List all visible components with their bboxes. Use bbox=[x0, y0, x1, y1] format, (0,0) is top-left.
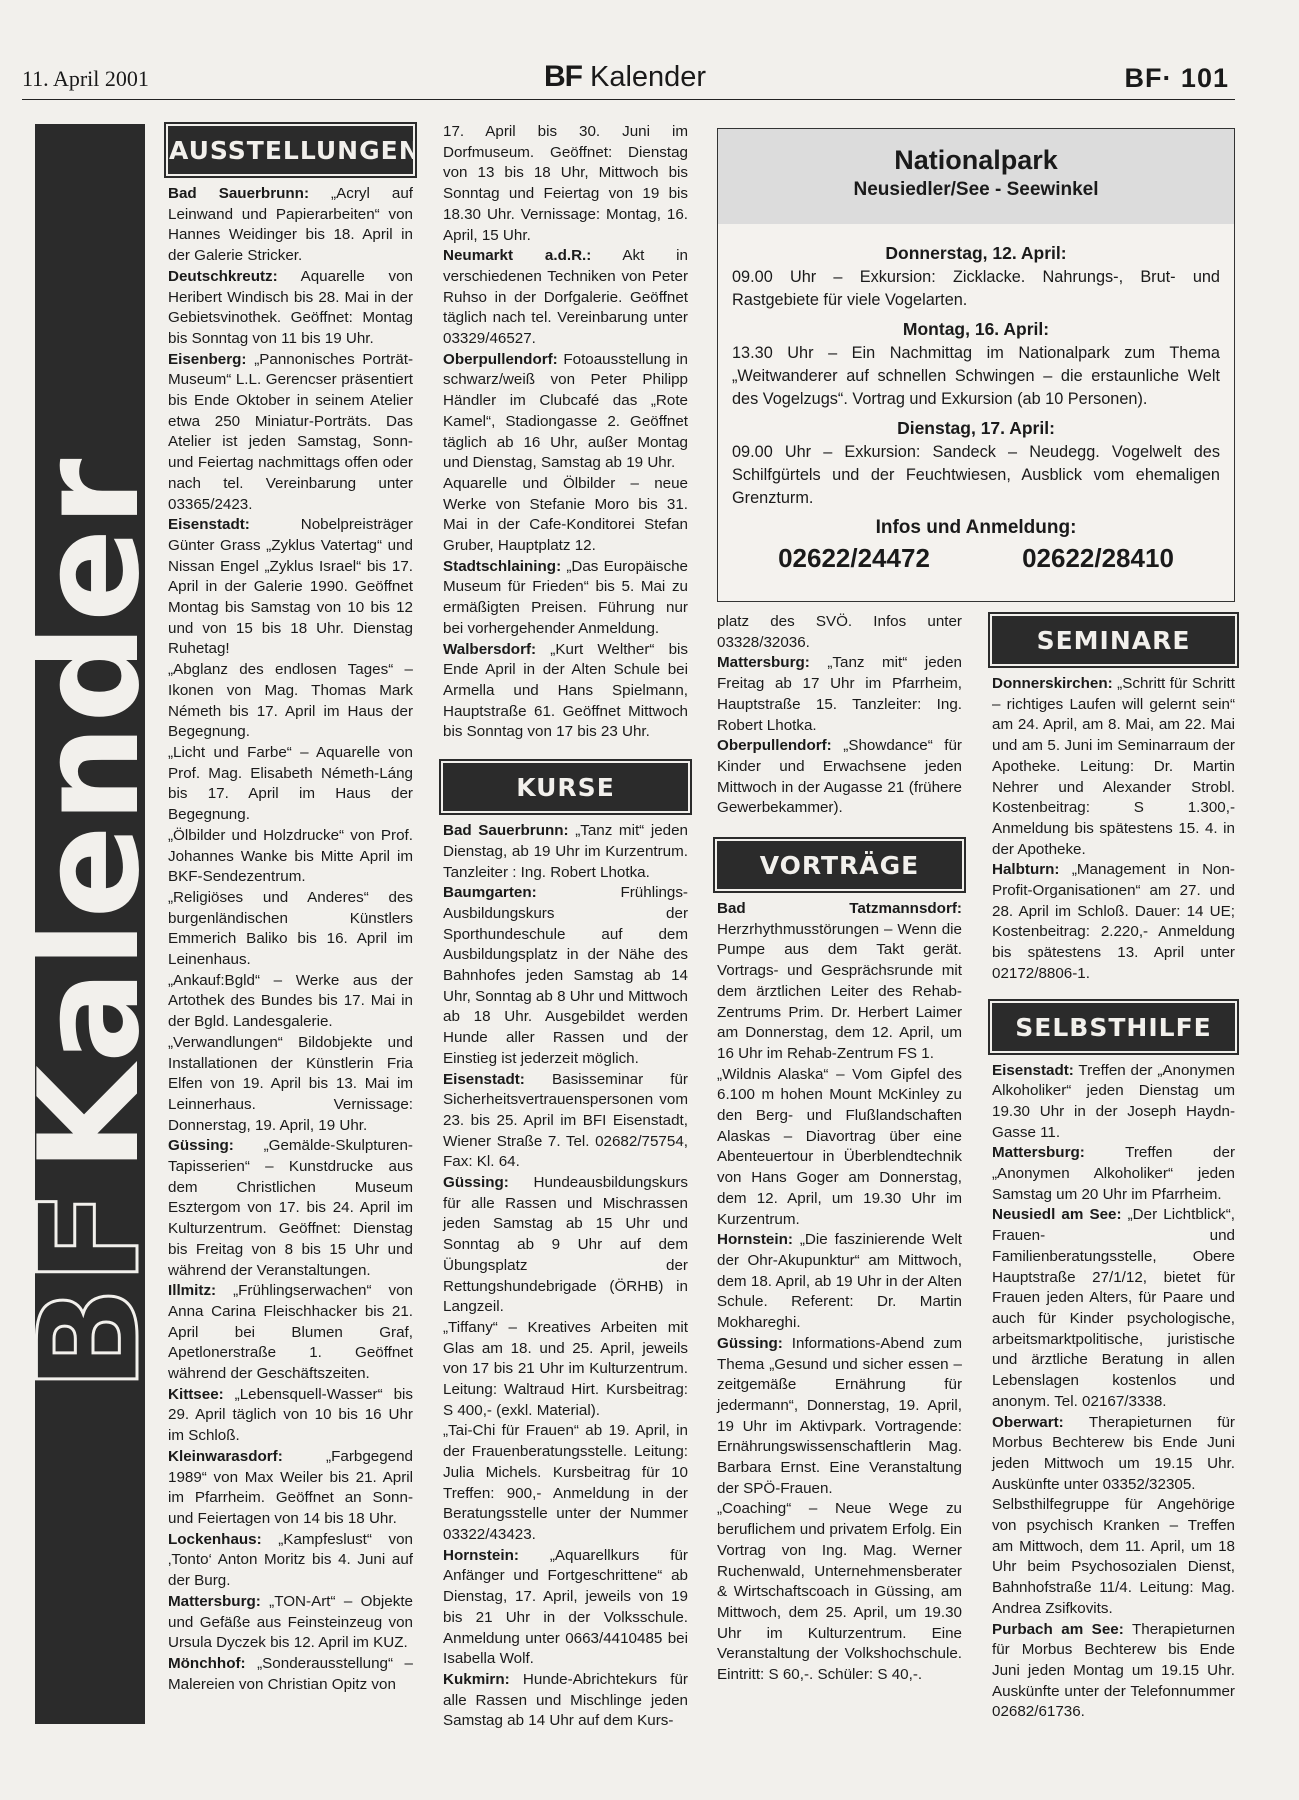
listing-entry bbox=[168, 1281, 413, 1385]
nationalpark-subtitle: Neusiedler/See - Seewinkel bbox=[853, 179, 1099, 200]
listing-entry bbox=[992, 674, 1235, 860]
listing-text: „Wildnis Alaska“ – Vom Gipfel des 6.100 m hohen Mount McKinley zu den Berg- und Flußlandschaften Alaskas – Diavortrag über eine Abenteuertour in Überblendtechnik von Hans Goger am Donnerstag, dem 12. April, um 19.30 Uhr im Kurzentrum. bbox=[717, 1065, 962, 1228]
seminare-list bbox=[992, 674, 1235, 985]
listing-place: Kleinwarasdorf: bbox=[168, 1447, 283, 1465]
event-day: Dienstag, 17. April: bbox=[897, 418, 1055, 438]
listing-text: Aquarelle von Heribert Windisch bis 28. Mai in der Gebietsvinothek. Geöffnet: Montag bis Sonntag von 11 bis 19 Uhr. bbox=[168, 267, 413, 347]
listing-place: Oberpullendorf: bbox=[443, 350, 558, 368]
listing-place: Eisenstadt: bbox=[443, 1070, 525, 1088]
listing-text: „Acryl auf Leinwand und Papierarbeiten“ von Hannes Weidinger bis 18. April in der Galerie Stricker. bbox=[168, 185, 413, 265]
listing-entry bbox=[443, 1070, 688, 1174]
kurse-list-continued bbox=[717, 612, 962, 819]
nationalpark-header bbox=[718, 129, 1234, 224]
listing-place: Kukmirn: bbox=[443, 1670, 510, 1688]
listing-entry bbox=[717, 1334, 962, 1500]
listing-text: „Frühlingserwachen“ von Anna Carina Fleischhacker bis 21. April bei Blumen Graf, Apetlonerstraße 1. Geöffnet während der Geschäftszeiten. bbox=[168, 1282, 413, 1383]
bf-logo: BF bbox=[544, 60, 582, 93]
listing-place: Hornstein: bbox=[717, 1231, 793, 1249]
listing-place: Kittsee: bbox=[168, 1385, 224, 1403]
listing-place: Güssing: bbox=[717, 1334, 783, 1352]
listing-entry bbox=[717, 736, 962, 819]
listing-text: Selbsthilfegruppe für Angehörige von psychisch Kranken – Treffen am Mittwoch, dem 11. April, um 18 Uhr beim Psychosozialen Dienst, Bahnhofstraße 11/4. Leitung: Mag. Andrea Zsifkovits. bbox=[992, 1496, 1235, 1617]
listing-text: Basisseminar für Sicherheitsvertrauenspersonen vom 23. bis 25. April im BFI Eisenstadt, Wiener Straße 7. Tel. 02682/75754, Fax: Kl. 64. bbox=[443, 1070, 688, 1171]
column-3 bbox=[717, 612, 962, 1686]
listing-place: Güssing: bbox=[168, 1137, 234, 1155]
listing-text: Aquarelle und Ölbilder – neue Werke von Stefanie Moro bis 31. Mai in der Cafe-Konditorei Stefan Gruber, Hauptplatz 12. bbox=[443, 474, 688, 555]
banner-word: Kalender bbox=[9, 456, 170, 1173]
listing-place: Bad Tatzmannsdorf: bbox=[717, 900, 962, 918]
issue-date: 11. April 2001 bbox=[22, 66, 149, 91]
listing-entry bbox=[168, 350, 413, 516]
listing-text: „Schritt für Schritt – richtiges Laufen will gelernt sein“ am 24. April, am 8. Mai, am 22. Mai und am 5. Juni im Seminarraum der Apotheke. Leitung: Dr. Martin Nehrer und Alexander Strobl. Kostenbeitrag: S 1.300,- Anmeldung bis spätestens 15. 4. in der Apotheke. bbox=[992, 675, 1235, 858]
event-text: 13.30 Uhr – Ein Nachmittag im Nationalpark zum Thema „Weitwanderer auf schnellen Schwingen – die erstaunliche Welt des Vogelzugs“. Vortrag und Exkursion (ab 10 Personen). bbox=[732, 344, 1220, 408]
ausstellungen-list-continued bbox=[443, 122, 688, 743]
listing-entry bbox=[443, 821, 688, 883]
listing-text: „Pannonisches Porträt-Museum“ L.L. Gerencser präsentiert bis Ende Oktober in seinem Atelier etwa 250 Miniatur-Porträts. Das Atelier ist jeden Samstag, Sonn- und Feiertag nachmittags offen oder nach tel. Vereinbarung unter 03365/2423. bbox=[168, 350, 413, 513]
column-2 bbox=[443, 122, 688, 1732]
listing-place: Lockenhaus: bbox=[168, 1530, 262, 1548]
banner-text bbox=[9, 456, 170, 1392]
listing-entry bbox=[443, 122, 688, 246]
listing-place: Eisenstadt: bbox=[168, 516, 250, 534]
listing-text: „Licht und Farbe“ – Aquarelle von Prof. Mag. Elisabeth Németh-Láng bis 17. April im Haus der Begegnung. bbox=[168, 743, 413, 824]
event-day: Montag, 16. April: bbox=[902, 319, 1050, 339]
listing-place: Güssing: bbox=[443, 1174, 509, 1192]
event-day: Donnerstag, 12. April: bbox=[885, 243, 1067, 263]
listing-entry bbox=[168, 660, 413, 743]
listing-entry bbox=[443, 246, 688, 350]
listing-text: „Tanz mit“ jeden Dienstag, ab 19 Uhr im Kurzentrum. Tanzleiter : Ing. Robert Lhotka. bbox=[443, 822, 689, 881]
listing-entry bbox=[443, 1546, 688, 1670]
listing-text: Hunde-Abrichtekurs für alle Rassen und Mischlinge jeden Samstag ab 14 Uhr auf dem Kurs- bbox=[443, 1670, 688, 1730]
listing-text: „Ankauf:Bgld“ – Werke aus der Artothek des Bundes bis 17. Mai in der Bgld. Landesgalerie. bbox=[168, 971, 413, 1031]
listing-text: Akt in verschiedenen Techniken von Peter Ruhso in der Dorfgalerie. Geöffnet täglich nach tel. Vereinbarung unter 03329/46527. bbox=[443, 247, 688, 348]
page-header bbox=[22, 60, 1235, 100]
kurse-list bbox=[443, 821, 688, 1732]
listing-entry bbox=[168, 1447, 413, 1530]
page-title bbox=[544, 60, 706, 94]
nationalpark-body bbox=[718, 224, 1234, 573]
section-heading-selbsthilfe: SELBSTHILFE bbox=[992, 1003, 1235, 1051]
listing-place: Eisenberg: bbox=[168, 350, 247, 368]
listing-entry bbox=[992, 1495, 1235, 1619]
vertical-banner bbox=[9, 124, 170, 1724]
listing-text: „Coaching“ – Neue Wege zu beruflichem und privatem Erfolg. Ein Vortrag von Ing. Mag. Werner Ruchenwald, Unternehmensberater & Wirtschaftscoach in Güssing, am Mittwoch, dem 25. April, um 19.30 Uhr im Kulturzentrum. Eine Veranstaltung der Volkshochschule. Eintritt: S 60,-. Schüler: S 40,-. bbox=[717, 1500, 962, 1684]
page-title-text: Kalender bbox=[590, 61, 707, 93]
listing-text: „Aquarellkurs für Anfänger und Fortgeschrittene“ ab Dienstag, 17. April, jeweils von 19 bis 21 Uhr in der Volksschule. Anmeldung unter 0663/4410485 bei Isabella Wolf. bbox=[443, 1546, 688, 1668]
listing-text: „Showdance“ für Kinder und Erwachsene jeden Mittwoch in der Augasse 21 (frühere Gewerbekammer). bbox=[717, 737, 962, 817]
listing-entry bbox=[168, 1385, 413, 1447]
listing-place: Illmitz: bbox=[168, 1282, 217, 1300]
vortraege-list bbox=[717, 899, 962, 1686]
listing-entry bbox=[717, 612, 962, 653]
listing-text: „Management in Non-Profit-Organisationen“ am 27. und 28. April im Schloß. Dauer: 14 UE; Kostenbeitrag: 2.220,- Anmeldung bis spätestens 13. April unter 02172/8806-1. bbox=[992, 861, 1235, 982]
phone-number: 02622/24472 bbox=[778, 543, 930, 573]
listing-text: platz des SVÖ. Infos unter 03328/32036. bbox=[717, 613, 962, 651]
listing-text: Herzrhythmusstörungen – Wenn die Pumpe aus dem Takt gerät. Vortrags- und Gesprächsrunde mit dem ärztlichen Leiter des Rehab-Zentrums Prim. Dr. Herbert Laimer am Donnerstag, dem 12. April, um 16 Uhr im Rehab-Zentrum FS 1. bbox=[717, 920, 962, 1062]
listing-text: „Ölbilder und Holzdrucke“ von Prof. Johannes Wanke bis Mitte April im BKF-Sendezentrum. bbox=[168, 826, 413, 886]
listing-place: Oberwart: bbox=[992, 1413, 1064, 1431]
listing-text: „Das Europäische Museum für Frieden“ bis 5. Mai zu ermäßigten Preisen. Führung nur bei vorhergehender Anmeldung. bbox=[443, 557, 688, 637]
listing-text: „Kurt Welther“ bis Ende April in der Alten Schule bei Armella und Hans Spielmann, Hauptstraße 61. Geöffnet Mittwoch bis Sonntag von 17 bis 23 Uhr. bbox=[443, 640, 688, 741]
listing-entry bbox=[168, 184, 413, 267]
listing-text: Hundeausbildungskurs für alle Rassen und Mischrassen jeden Samstag ab 15 Uhr und Sonntag ab 9 Uhr auf dem Übungsplatz der Rettungshundebrigade (ÖRHB) in Langzeil. bbox=[443, 1174, 688, 1316]
listing-entry bbox=[168, 743, 413, 826]
listing-place: Bad Sauerbrunn: bbox=[443, 822, 569, 840]
listing-text: „Sonderausstellung“ – Malereien von Christian Opitz von bbox=[168, 1654, 413, 1693]
listing-text: Treffen der „Anonymen Alkoholiker“ jeden Samstag um 20 Uhr im Pfarrheim. bbox=[992, 1144, 1235, 1203]
listing-text: „TON-Art“ – Objekte und Gefäße aus Feinsteinzeug von Ursula Dyczek bis 12. April im KUZ. bbox=[168, 1592, 413, 1652]
listing-place: Deutschkreutz: bbox=[168, 267, 278, 285]
listing-place: Mönchhof: bbox=[168, 1654, 246, 1672]
listing-text: Therapieturnen für Morbus Bechterew bis Ende Juni jeden Mittwoch um 19.15 Uhr. Auskünfte unter 03352/32305. bbox=[992, 1413, 1235, 1493]
section-heading-ausstellungen: AUSSTELLUNGEN bbox=[168, 126, 413, 174]
listing-entry bbox=[443, 1670, 688, 1732]
listing-place: Walbersdorf: bbox=[443, 640, 537, 658]
listing-entry bbox=[168, 1592, 413, 1654]
listing-text: „Verwandlungen“ Bildobjekte und Installationen der Künstlerin Fria Elfen von 19. April bis 13. Mai im Leinnerhaus. Vernissage: Donnerstag, 19. April, 19 Uhr. bbox=[168, 1033, 413, 1134]
listing-entry bbox=[443, 557, 688, 640]
nationalpark-info-label: Infos und Anmeldung: bbox=[875, 517, 1077, 538]
listing-entry bbox=[168, 267, 413, 350]
listing-entry bbox=[443, 474, 688, 557]
nationalpark-phones bbox=[732, 543, 1220, 573]
listing-place: Halbturn: bbox=[992, 861, 1060, 879]
listing-entry bbox=[992, 1620, 1235, 1724]
listing-text: Treffen der „Anonymen Alkoholiker“ jeden Dienstag um 19.30 Uhr in der Joseph Haydn-Gasse 11. bbox=[992, 1061, 1235, 1141]
listing-entry bbox=[443, 640, 688, 744]
listing-entry bbox=[168, 1033, 413, 1137]
listing-place: Eisenstadt: bbox=[992, 1061, 1074, 1079]
listing-entry bbox=[168, 515, 413, 660]
listing-entry bbox=[717, 899, 962, 1065]
listing-text: „Der Lichtblick“, Frauen- und Familienberatungsstelle, Obere Hauptstraße 27/1/12, bietet für Frauen jeden Alters, für Paare und auch für Kinder psychologische, arbeitsmarktpolitische, juristische und ärztliche Beratung in allen Lebenslagen kostenlos und anonym. Tel. 02167/3338. bbox=[992, 1206, 1235, 1410]
listing-entry bbox=[992, 1205, 1235, 1412]
listing-text: Fotoausstellung in schwarz/weiß von Peter Philipp Händler im Clubcafé das „Rote Kamel“, Stadiongasse 2. Geöffnet täglich ab 16 Uhr, außer Montag und Dienstag, Samstag ab 19 Uhr. bbox=[443, 350, 688, 472]
listing-entry bbox=[717, 653, 962, 736]
listing-entry bbox=[443, 1173, 688, 1318]
event-text: 09.00 Uhr – Exkursion: Zicklacke. Nahrungs-, Brut- und Rastgebiete für viele Vogelarten. bbox=[732, 268, 1220, 309]
listing-entry bbox=[168, 1530, 413, 1592]
column-4 bbox=[992, 612, 1235, 1723]
listing-entry bbox=[443, 1421, 688, 1545]
listing-text: „Tiffany“ – Kreatives Arbeiten mit Glas am 18. und 25. April, jeweils von 17 bis 21 Uhr im Kulturzentrum. Leitung: Waltraud Hirt. Kursbeitrag: S 400,- (exkl. Material). bbox=[443, 1318, 688, 1419]
listing-text: „Farbgegend 1989“ von Max Weiler bis 21. April im Pfarrheim. Geöffnet an Sonn- und Feiertagen von 14 bis 18 Uhr. bbox=[168, 1447, 413, 1527]
listing-place: Mattersburg: bbox=[168, 1592, 261, 1610]
listing-text: „Tanz mit“ jeden Freitag ab 17 Uhr im Pfarrheim, Hauptstraße 15. Tanzleiter: Ing. Robert Lhotka. bbox=[717, 654, 962, 734]
banner-bf: BF bbox=[9, 1188, 170, 1392]
listing-place: Bad Sauerbrunn: bbox=[168, 185, 310, 202]
listing-place: Baumgarten: bbox=[443, 884, 537, 902]
listing-text: Therapieturnen für Morbus Bechterew bis Ende Juni jeden Montag um 19.15 Uhr. Auskünfte unter der Telefonnummer 02682/61736. bbox=[992, 1620, 1235, 1721]
listing-text: „Religiöses und Anderes“ des burgenländischen Künstlers Emmerich Baliko bis 16. April im Leinenhaus. bbox=[168, 888, 413, 969]
section-heading-vortraege: VORTRÄGE bbox=[717, 841, 962, 889]
listing-place: Stadtschlaining: bbox=[443, 557, 562, 575]
listing-text: „Kampfeslust“ von ‚Tonto‘ Anton Moritz bis 4. Juni auf der Burg. bbox=[168, 1530, 413, 1590]
nationalpark-title: Nationalpark bbox=[894, 145, 1058, 175]
listing-place: Mattersburg: bbox=[992, 1144, 1085, 1162]
listing-text: 17. April bis 30. Juni im Dorfmuseum. Geöffnet: Dienstag von 13 bis 18 Uhr, Mittwoch bis Sonntag und Feiertag von 19 bis 18.30 Uhr. Vernissage: Montag, 16. April, 15 Uhr. bbox=[443, 123, 688, 244]
listing-entry bbox=[992, 860, 1235, 984]
listing-place: Hornstein: bbox=[443, 1546, 519, 1564]
listing-text: Frühlings-Ausbildungskurs der Sporthundeschule auf dem Ausbildungsplatz in der Nähe des Bahnhofes jeden Samstag ab 14 Uhr, Sonntag ab 8 Uhr und Mittwoch ab 18 Uhr. Ausgebildet werden Hunde aller Rassen und der Einstieg ist jederzeit möglich. bbox=[443, 884, 688, 1067]
phone-number: 02622/28410 bbox=[1022, 543, 1174, 573]
listing-entry bbox=[168, 971, 413, 1033]
listing-place: Oberpullendorf: bbox=[717, 737, 832, 755]
listing-entry bbox=[992, 1413, 1235, 1496]
listing-entry bbox=[717, 1230, 962, 1334]
section-heading-seminare: SEMINARE bbox=[992, 616, 1235, 664]
listing-place: Mattersburg: bbox=[717, 654, 810, 672]
listing-entry bbox=[717, 1499, 962, 1685]
listing-text: „Tai-Chi für Frauen“ ab 19. April, in der Frauenberatungsstelle. Leitung: Julia Michels. Kursbeitrag für 10 Treffen: 900,- Anmeldung in der Beratungsstelle unter der Nummer 03322/43423. bbox=[443, 1422, 688, 1543]
listing-place: Purbach am See: bbox=[992, 1620, 1124, 1638]
listing-entry bbox=[168, 888, 413, 971]
listing-entry bbox=[443, 883, 688, 1069]
listing-text: „Lebensquell-Wasser“ bis 29. April täglich von 10 bis 16 Uhr im Schloß. bbox=[168, 1385, 413, 1445]
listing-text: „Gemälde-Skulpturen-Tapisserien“ – Kunstdrucke aus dem Christlichen Museum Esztergom von 17. bis 24. April im Kulturzentrum. Geöffnet: Dienstag bis Freitag von 8 bis 15 Uhr und während der Veranstaltungen. bbox=[168, 1137, 413, 1279]
event-text: 09.00 Uhr – Exkursion: Sandeck – Neudegg. Vogelwelt des Schilfgürtels und der Feuchtwiesen, Ausblick vom ehemaligen Grenzturm. bbox=[732, 443, 1220, 507]
listing-entry bbox=[443, 1318, 688, 1422]
listing-entry bbox=[168, 1136, 413, 1281]
listing-place: Donnerskirchen: bbox=[992, 675, 1113, 692]
listing-entry bbox=[443, 350, 688, 474]
column-1 bbox=[168, 122, 421, 1695]
listing-text: „Die faszinierende Welt der Ohr-Akupunktur“ am Mittwoch, dem 18. April, ab 19 Uhr in der Alten Schule. Referent: Dr. Martin Mokhareghi. bbox=[717, 1231, 962, 1332]
listing-place: Neumarkt a.d.R.: bbox=[443, 247, 592, 265]
listing-text: „Abglanz des endlosen Tages“ – Ikonen von Mag. Thomas Mark Németh bis 17. April im Haus der Begegnung. bbox=[168, 661, 413, 741]
listing-entry bbox=[168, 826, 413, 888]
listing-place: Neusiedl am See: bbox=[992, 1206, 1122, 1224]
listing-entry bbox=[992, 1061, 1235, 1144]
selbsthilfe-list bbox=[992, 1061, 1235, 1724]
listing-text: Nobelpreisträger Günter Grass „Zyklus Vatertag“ und Nissan Engel „Zyklus Israel“ bis 17. April in der Galerie 1990. Geöffnet Montag bis Samstag von 10 bis 12 und von 15 bis 18 Uhr. Dienstag Ruhetag! bbox=[168, 516, 413, 658]
listing-entry bbox=[992, 1143, 1235, 1205]
listing-entry bbox=[168, 1654, 413, 1695]
section-heading-kurse: KURSE bbox=[443, 763, 688, 811]
page-number: BF· 101 bbox=[1124, 63, 1229, 93]
nationalpark-box bbox=[717, 128, 1235, 602]
ausstellungen-list bbox=[168, 184, 413, 1695]
listing-entry bbox=[717, 1065, 962, 1231]
listing-text: Informations-Abend zum Thema „Gesund und sicher essen – zeitgemäße Ernährung für jedermann“, Donnerstag, 19. April, 19 Uhr im Aktivpark. Vortragende: Ernährungswissenschaftlerin Mag. Barbara Ernst. Eine Veranstaltung der SPÖ-Frauen. bbox=[717, 1334, 962, 1497]
